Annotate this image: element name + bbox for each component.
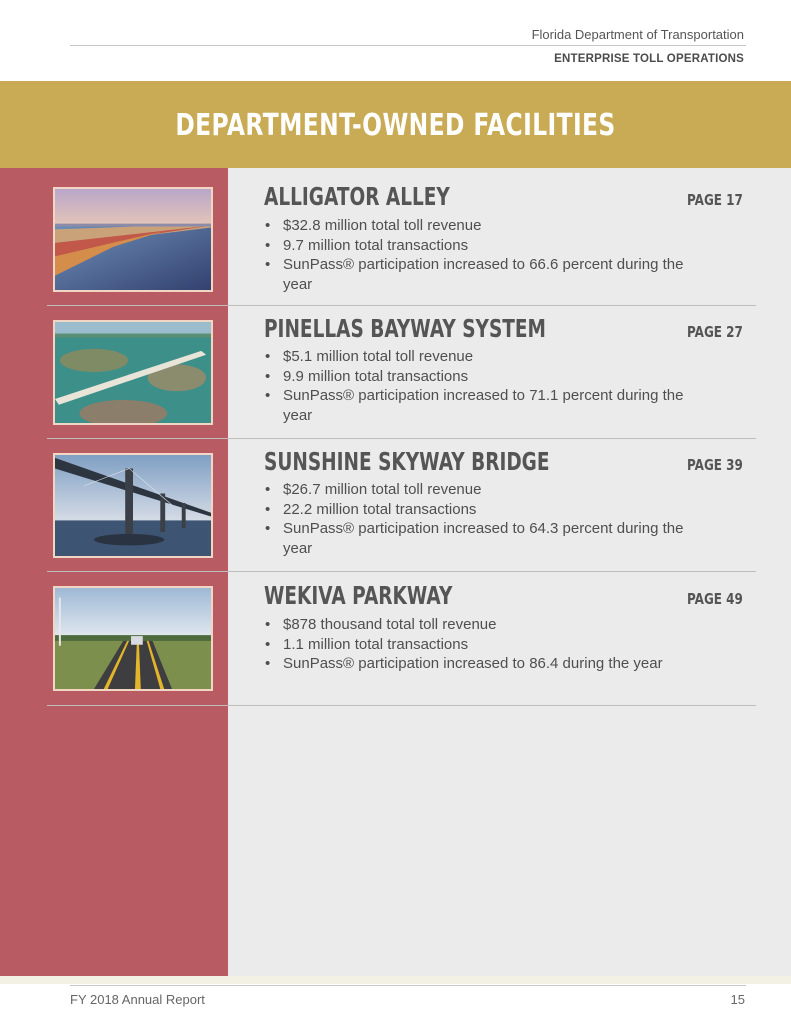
facility-title: SUNSHINE SKYWAY BRIDGE xyxy=(264,447,550,476)
page-title: DEPARTMENT-OWNED FACILITIES xyxy=(175,108,616,143)
footer-divider xyxy=(70,985,746,986)
bullet-item: • $878 thousand total toll revenue xyxy=(264,615,704,635)
bullet-item: • SunPass® participation increased to 64.3 percent during the year xyxy=(264,519,704,558)
wekiva-parkway-photo xyxy=(53,586,213,691)
report-name: FY 2018 Annual Report xyxy=(70,992,205,1007)
facility-title: ALLIGATOR ALLEY xyxy=(264,182,450,211)
bullet-item: • $26.7 million total toll revenue xyxy=(264,480,704,500)
facility-bullets xyxy=(264,347,704,425)
bullet-item: • $32.8 million total toll revenue xyxy=(264,216,704,236)
bullet-item: • 1.1 million total transactions xyxy=(264,635,704,655)
bullet-item: • $5.1 million total toll revenue xyxy=(264,347,704,367)
facility-bullets xyxy=(264,480,704,558)
division-name: ENTERPRISE TOLL OPERATIONS xyxy=(554,53,744,65)
agency-name: Florida Department of Transportation xyxy=(531,27,744,42)
entry-divider xyxy=(47,305,756,306)
facility-title: WEKIVA PARKWAY xyxy=(264,581,453,610)
alligator-alley-photo xyxy=(53,187,213,292)
entry-divider xyxy=(47,705,756,706)
bullet-item: • SunPass® participation increased to 86.4 during the year xyxy=(264,654,704,674)
entry-divider xyxy=(47,438,756,439)
page-number: 15 xyxy=(730,992,745,1007)
facility-page-ref: PAGE 39 xyxy=(687,456,743,474)
bullet-item: • 9.7 million total transactions xyxy=(264,236,704,256)
bullet-item: • 22.2 million total transactions xyxy=(264,500,704,520)
bullet-item: • 9.9 million total transactions xyxy=(264,367,704,387)
entry-divider xyxy=(47,571,756,572)
bottom-strip xyxy=(0,976,791,984)
sunshine-skyway-photo xyxy=(53,453,213,558)
facility-bullets xyxy=(264,216,704,294)
bullet-item: • SunPass® participation increased to 66.6 percent during the year xyxy=(264,255,704,294)
bullet-item: • SunPass® participation increased to 71.1 percent during the year xyxy=(264,386,704,425)
header-divider xyxy=(70,45,746,46)
facility-title: PINELLAS BAYWAY SYSTEM xyxy=(264,314,546,343)
facility-page-ref: PAGE 49 xyxy=(687,590,743,608)
facility-page-ref: PAGE 17 xyxy=(687,191,743,209)
facility-bullets xyxy=(264,615,704,674)
pinellas-bayway-photo xyxy=(53,320,213,425)
facility-page-ref: PAGE 27 xyxy=(687,323,743,341)
